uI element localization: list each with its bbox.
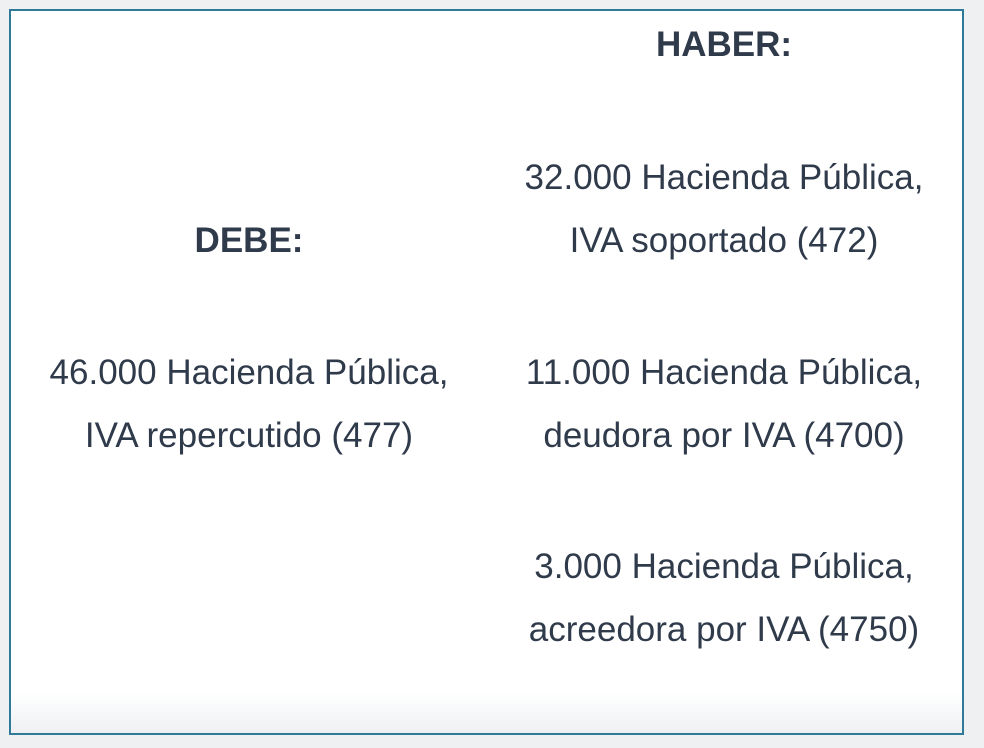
haber-entry-2-line2: deudora por IVA (4700) bbox=[543, 416, 905, 455]
haber-entry-1-line1: 32.000 Hacienda Pública, bbox=[524, 158, 924, 197]
haber-entry-3-line2: acreedora por IVA (4750) bbox=[528, 610, 920, 649]
haber-entry-3-line1: 3.000 Hacienda Pública, bbox=[534, 547, 914, 586]
haber-entry-1-line2: IVA soportado (472) bbox=[569, 221, 879, 260]
haber-entry-2-line1: 11.000 Hacienda Pública, bbox=[525, 353, 923, 392]
haber-heading: HABER: bbox=[655, 25, 793, 64]
debe-entry-1-line1: 46.000 Hacienda Pública, bbox=[49, 353, 449, 392]
bottom-shade bbox=[11, 693, 962, 733]
journal-entry-panel bbox=[9, 9, 964, 735]
debe-heading: DEBE: bbox=[194, 221, 304, 260]
debe-entry-1-line2: IVA repercutido (477) bbox=[84, 416, 414, 455]
